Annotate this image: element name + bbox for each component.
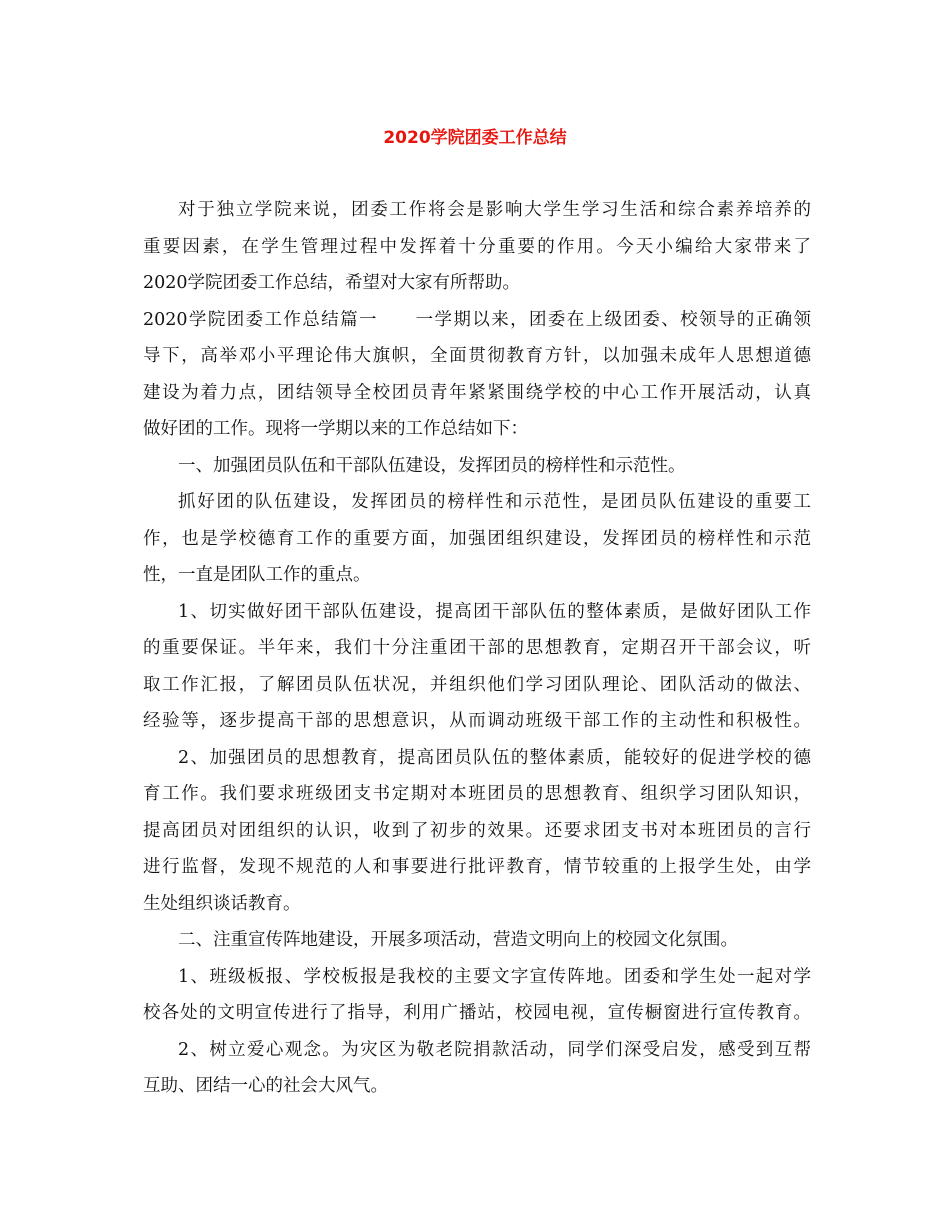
text-line: 生处组织谈话教育。	[143, 893, 301, 914]
text-line: 2020学院团委工作总结篇一 一学期以来，团委在上级团委、校领导的正确领	[143, 309, 811, 330]
text-line: 的重要保证。半年来，我们十分注重团干部的思想教育，定期召开干部会议，听	[143, 638, 811, 658]
text-line: 一、加强团员队伍和干部队伍建设，发挥团员的榜样性和示范性。	[178, 455, 686, 476]
text-line: 校各处的文明宣传进行了指导，利用广播站，校园电视，宣传橱窗进行宣传教育。	[143, 1003, 811, 1023]
text-line: 1、切实做好团干部队伍建设，提高团干部队伍的整体素质，是做好团队工作	[178, 601, 811, 622]
text-line: 2、加强团员的思想教育，提高团员队伍的整体素质，能较好的促进学校的德	[178, 747, 811, 768]
text-line: 性，一直是团队工作的重点。	[143, 565, 371, 585]
text-line: 经验等，逐步提高干部的思想意识，从而调动班级干部工作的主动性和积极性。	[143, 711, 811, 731]
document-body	[143, 192, 811, 1105]
document-title: 2020学院团委工作总结	[383, 128, 567, 148]
text-line: 导下，高举邓小平理论伟大旗帜，全面贯彻教育方针，以加强未成年人思想道德	[143, 346, 811, 366]
text-line: 做好团的工作。现将一学期以来的工作总结如下：	[143, 419, 528, 439]
text-line: 进行监督，发现不规范的人和事要进行批评教育，情节较重的上报学生处，由学	[143, 857, 811, 877]
text-line: 育工作。我们要求班级团支书定期对本班团员的思想教育、组织学习团队知识，	[143, 784, 811, 804]
text-line: 建设为着力点，团结领导全校团员青年紧紧围绕学校的中心工作开展活动，认真	[143, 382, 811, 403]
text-line: 2、树立爱心观念。为灾区为敬老院捐款活动，同学们深受启发，感受到互帮	[178, 1039, 811, 1060]
text-line: 对于独立学院来说，团委工作将会是影响大学生学习生活和综合素养培养的	[178, 200, 811, 220]
text-line: 二、注重宣传阵地建设，开展多项活动，营造文明向上的校园文化氛围。	[178, 930, 738, 950]
text-line: 重要因素，在学生管理过程中发挥着十分重要的作用。今天小编给大家带来了	[143, 236, 811, 257]
text-line: 取工作汇报，了解团员队伍状况，并组织他们学习团队理论、团队活动的做法、	[143, 674, 811, 695]
text-line: 提高团员对团组织的认识，收到了初步的效果。还要求团支书对本班团员的言行	[143, 820, 811, 841]
text-line: 作，也是学校德育工作的重要方面，加强团组织建设，发挥团员的榜样性和示范	[143, 528, 811, 549]
text-line: 1、班级板报、学校板报是我校的主要文字宣传阵地。团委和学生处一起对学	[178, 966, 811, 987]
text-line: 抓好团的队伍建设，发挥团员的榜样性和示范性，是团员队伍建设的重要工	[178, 492, 811, 512]
text-line: 2020学院团委工作总结，希望对大家有所帮助。	[143, 273, 521, 293]
text-line: 互助、团结一心的社会大风气。	[143, 1076, 388, 1096]
